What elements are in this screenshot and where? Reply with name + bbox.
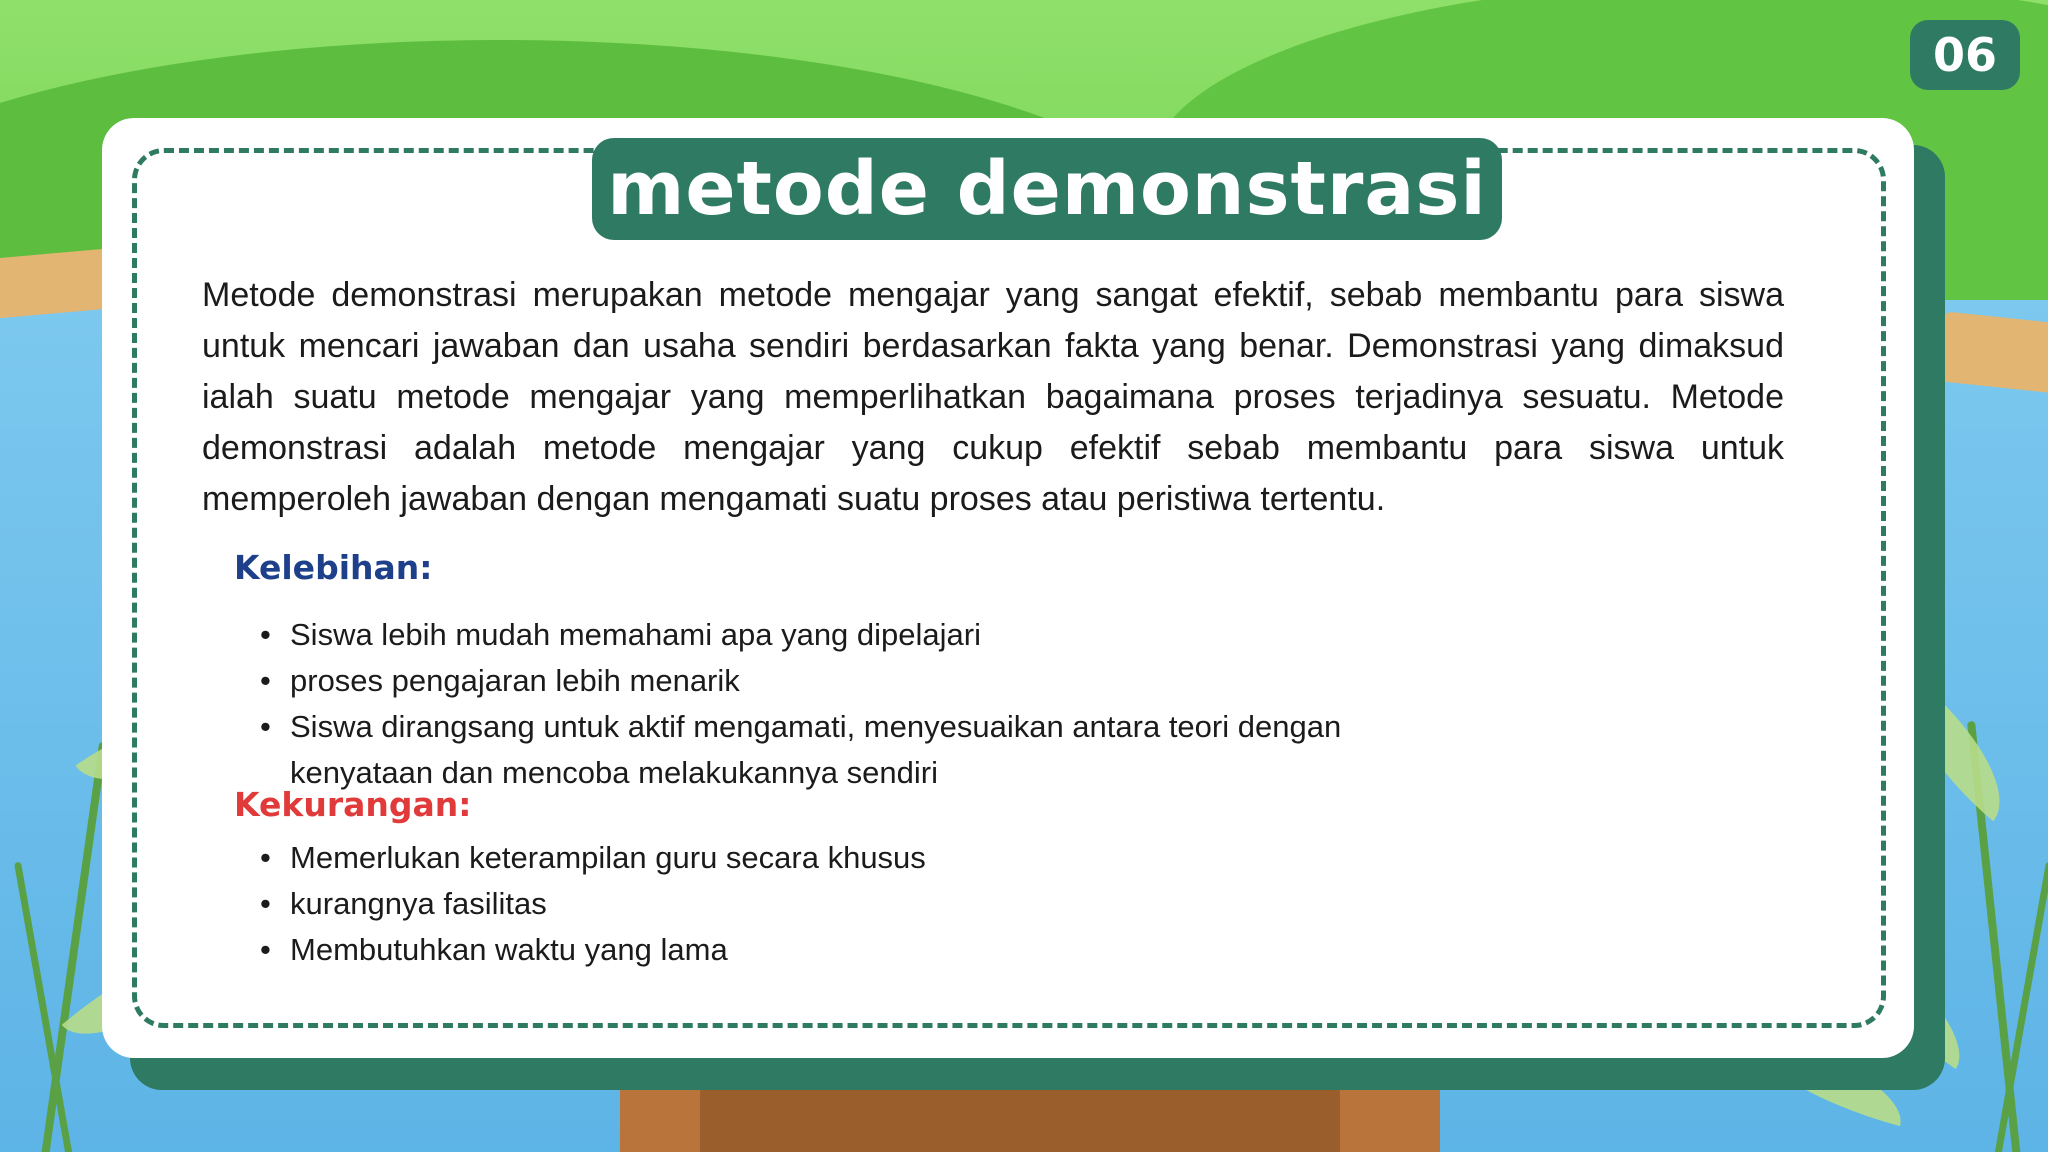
advantages-heading: Kelebihan: xyxy=(234,548,433,587)
list-item: • Membutuhkan waktu yang lama xyxy=(260,927,1460,973)
description-paragraph: Metode demonstrasi merupakan metode mengajar yang sangat efektif, sebab membantu para siswa untuk mencari jawaban dan usaha sendiri berdasarkan fakta yang benar. Demonstrasi yang dimaksud ialah suatu metode mengajar yang memperlihatkan bagaimana proses terjadinya sesuatu. Metode demonstrasi adalah metode mengajar yang cukup efektif sebab membantu para siswa untuk memperoleh jawaban dengan mengamati suatu proses atau peristiwa tertentu. xyxy=(202,276,1784,518)
page-number-badge: 06 xyxy=(1910,20,2020,90)
list-item: • kurangnya fasilitas xyxy=(260,881,1460,927)
advantages-list xyxy=(260,612,1460,796)
slide-title: metode demonstrasi xyxy=(592,138,1502,240)
list-item: • Siswa lebih mudah memahami apa yang dipelajari xyxy=(260,612,1460,658)
list-item: • Siswa dirangsang untuk aktif mengamati, menyesuaikan antara teori dengan kenyataan dan mencoba melakukannya sendiri xyxy=(260,704,1430,796)
list-item: • proses pengajaran lebih menarik xyxy=(260,658,1460,704)
disadvantages-list xyxy=(260,835,1460,973)
disadvantages-heading: Kekurangan: xyxy=(234,785,472,824)
wooden-dock-plank xyxy=(700,1085,1340,1152)
list-item: • Memerlukan keterampilan guru secara khusus xyxy=(260,835,1460,881)
